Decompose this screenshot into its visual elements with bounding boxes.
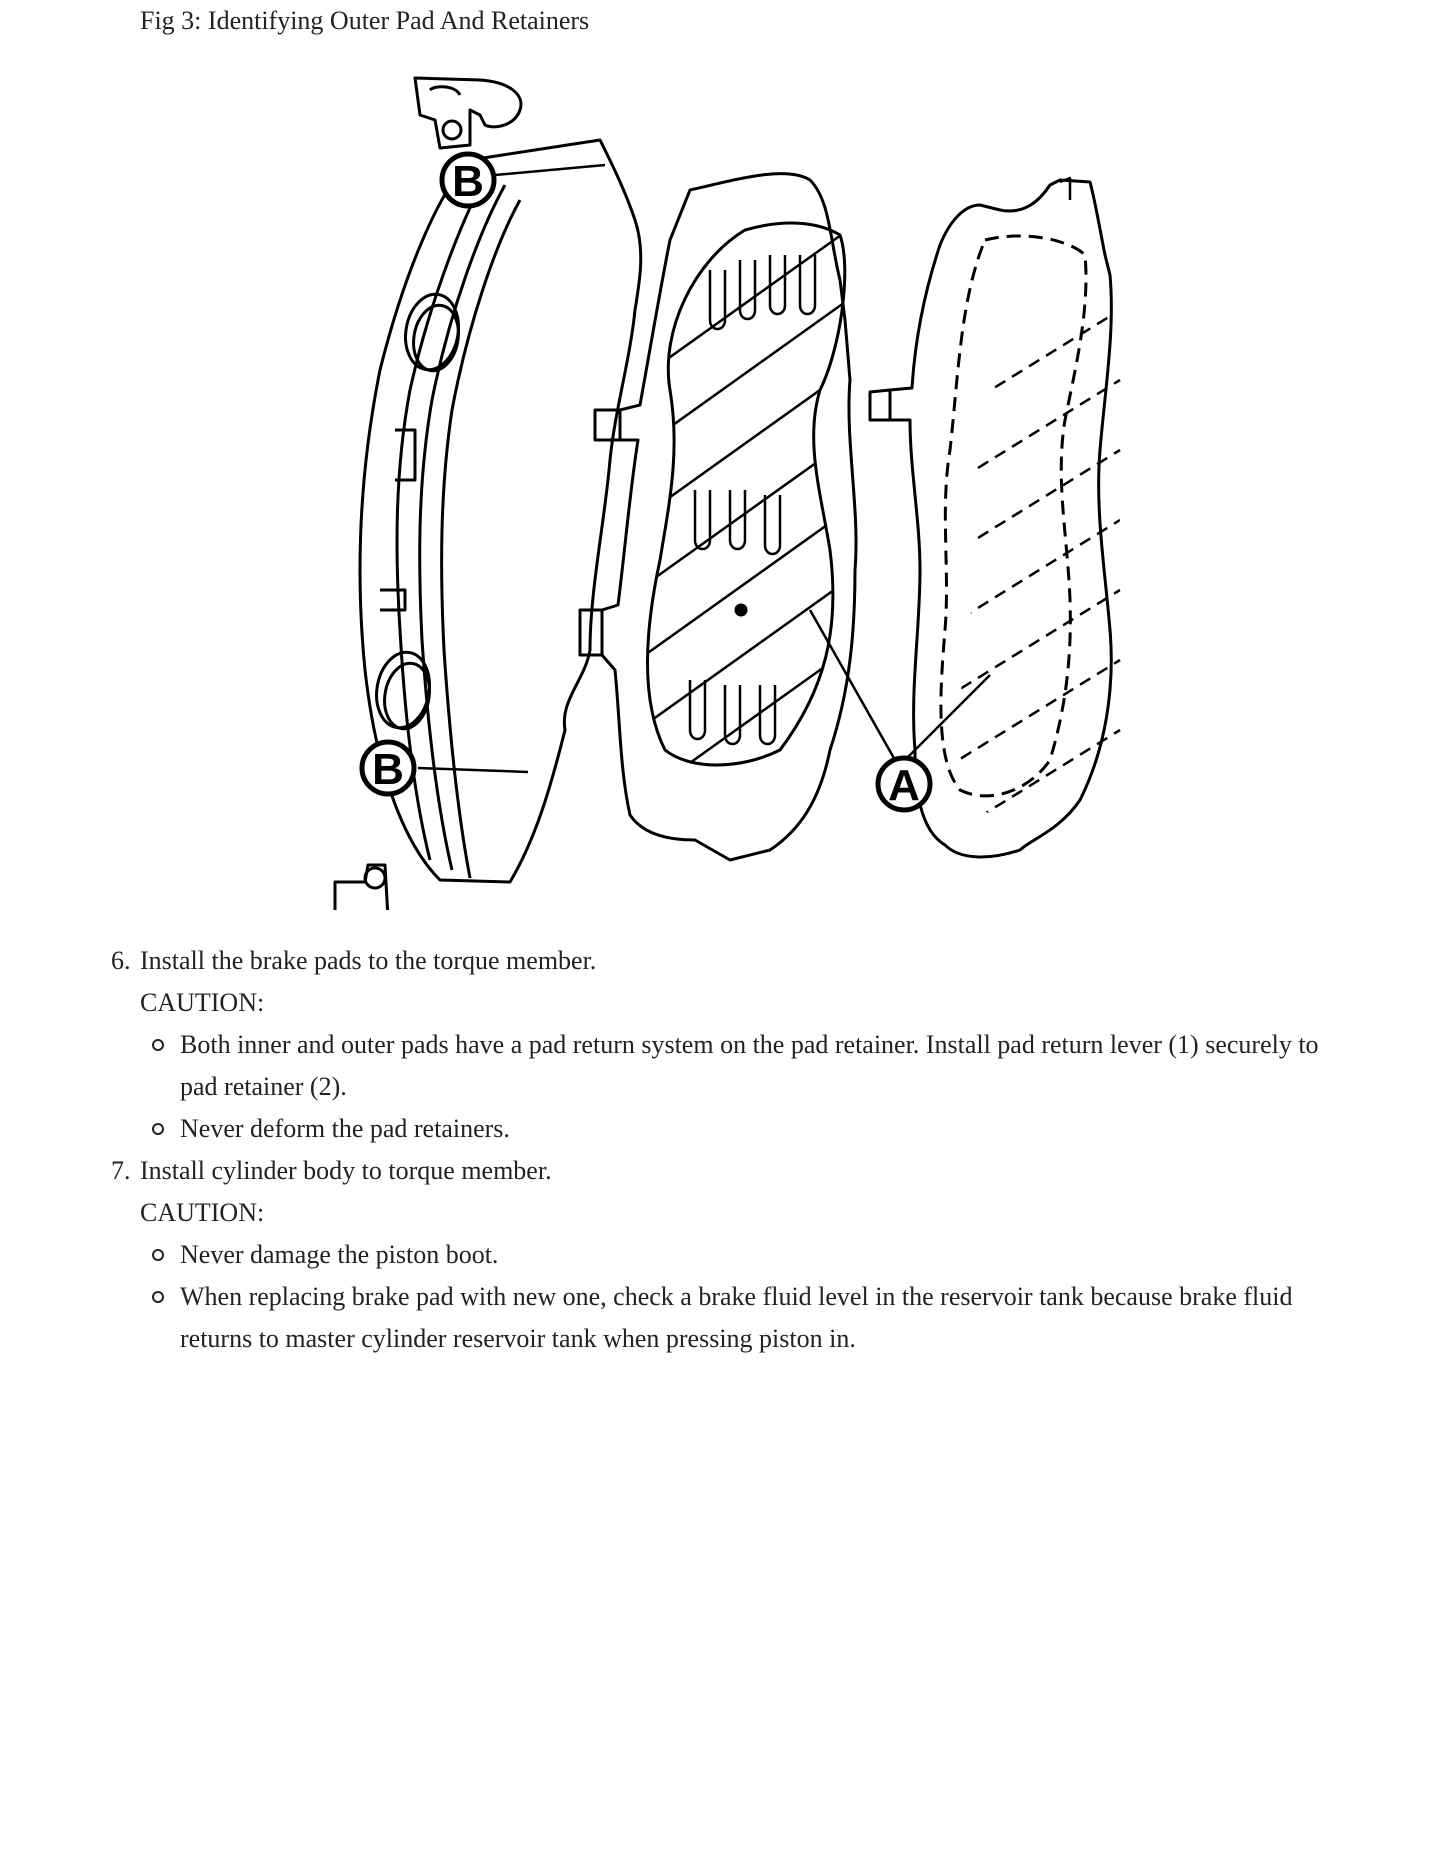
callout-b-bottom [362, 742, 414, 794]
step-7 [111, 1150, 1360, 1360]
step-6 [111, 940, 1360, 1150]
caution-label: CAUTION: [140, 988, 265, 1017]
figure-caption: Fig 3: Identifying Outer Pad And Retainers [140, 6, 590, 35]
callout-b-top [442, 154, 494, 206]
svg-text:B: B [372, 745, 404, 794]
callout-a [878, 758, 930, 810]
brake-pad-diagram [190, 70, 1190, 910]
procedure-steps [111, 940, 1360, 1360]
bullet-circle-icon [152, 1039, 164, 1051]
caution-item: Both inner and outer pads have a pad return system on the pad retainer. Install pad return lever (1) securely to pad retainer (2). [180, 1024, 1360, 1108]
caution-label: CAUTION: [140, 1198, 265, 1227]
bullet-circle-icon [152, 1249, 164, 1261]
caution-item: When replacing brake pad with new one, check a brake fluid level in the reservoir tank because brake fluid returns to master cylinder reservoir tank when pressing piston in. [180, 1276, 1360, 1360]
step-text: Install the brake pads to the torque member. [140, 946, 597, 975]
bullet-circle-icon [152, 1123, 164, 1135]
step-text: Install cylinder body to torque member. [140, 1156, 552, 1185]
caution-item: Never deform the pad retainers. [180, 1108, 1360, 1150]
step-number: 6. [111, 946, 131, 975]
svg-text:B: B [452, 157, 484, 206]
caution-list [140, 1024, 1360, 1150]
bullet-circle-icon [152, 1291, 164, 1303]
svg-text:A: A [888, 761, 920, 810]
step-number: 7. [111, 1156, 131, 1185]
caution-item: Never damage the piston boot. [180, 1234, 1360, 1276]
caution-list [140, 1234, 1360, 1360]
